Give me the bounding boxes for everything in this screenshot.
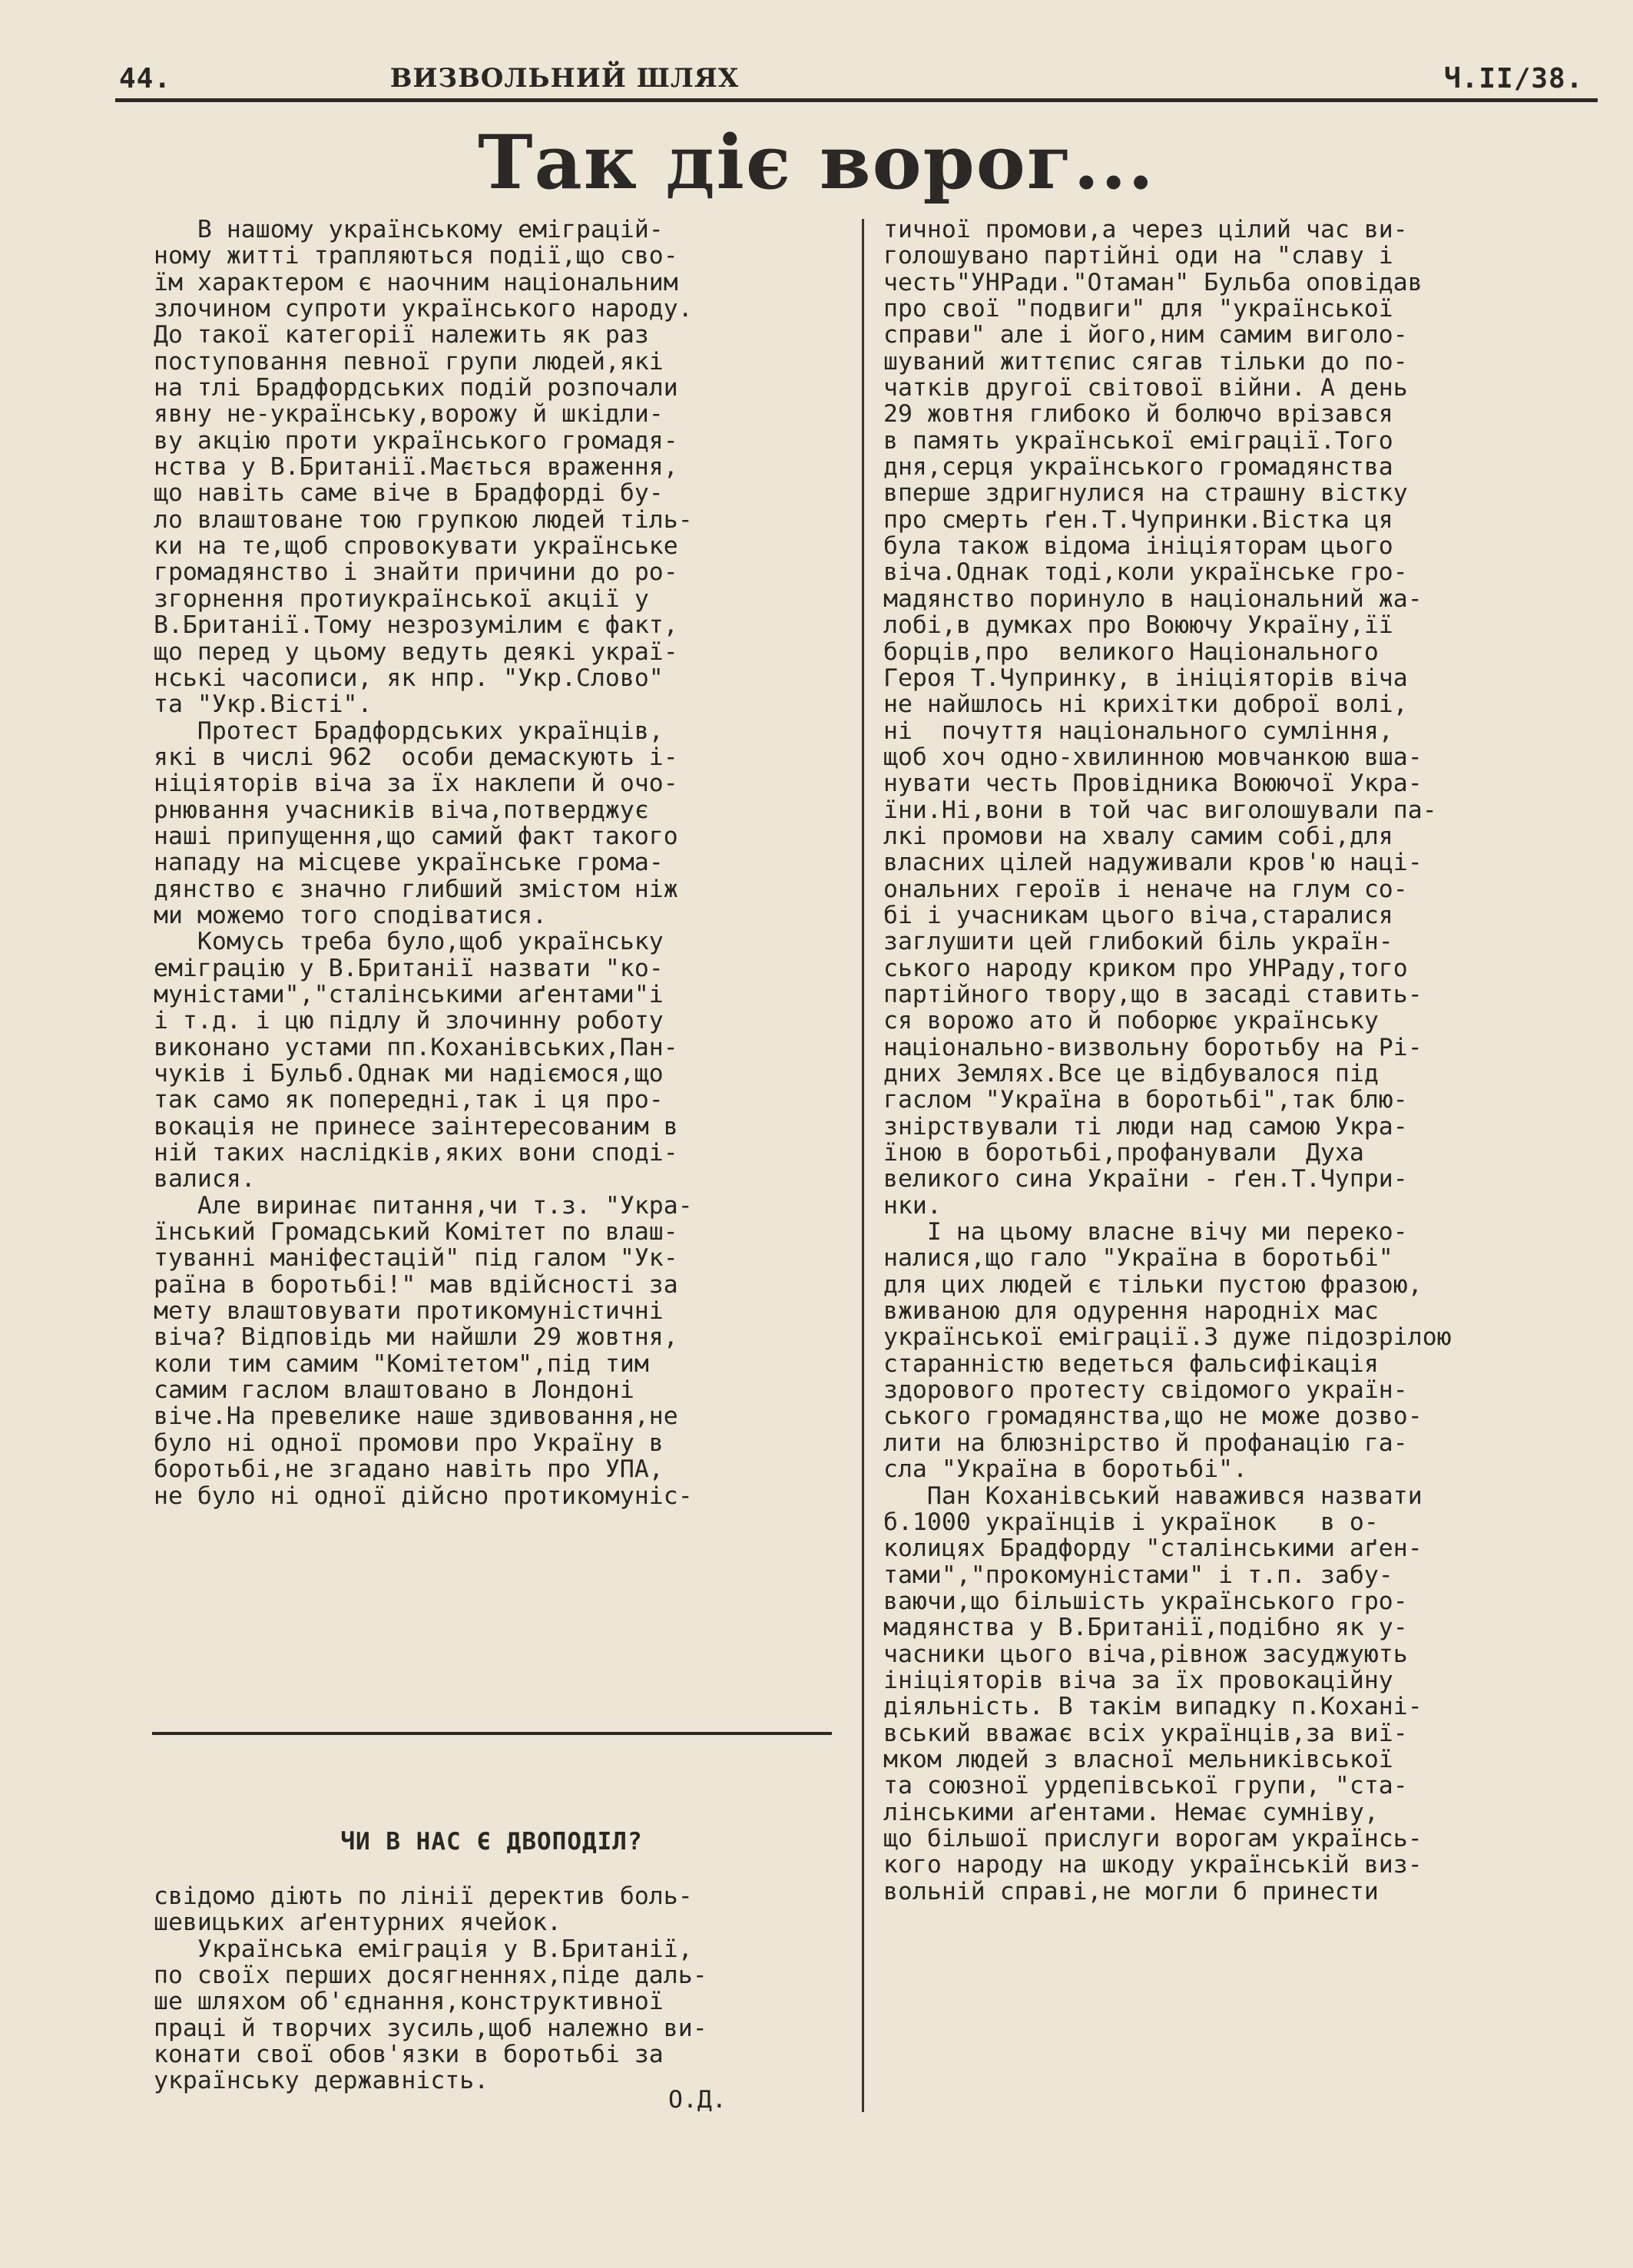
publication-title: ВИЗВОЛЬНИЙ ШЛЯХ bbox=[389, 63, 740, 94]
article-left-column: В нашому українському еміграцій- ному житті трапляються події,що сво- їм характером є наочним національним злочином супроти українського народу. До такої категорії належить як раз поступовання певної групи людей,які на тлі Брадфордських подій розпочали явну не-українську,ворожу й шкідли- ву акцію проти українського громадя- нства у В.Британії.Мається враження, що навіть саме віче в Брадфорді бу- ло влаштоване тою групкою людей тіль- ки на те,щоб спровокувати українське громадянство і знайти причини до ро- згорнення протиукраїнської акції у В.Британії.Тому незрозумілим є факт, що перед у цьому ведуть деякі украї- нські часописи, як нпр. "Укр.Слово" та "Укр.Вісті". Протест Брадфордських українців, які в числі 962 особи демаскують і- ніціяторів віча за їх наклепи й очо- рнювання учасників віча,потверджує наші припущення,що самий факт такого нападу на місцеве українське грома- дянство є значно глибший змістом ніж ми можемо того сподіватися. Комусь треба було,щоб українську еміграцію у В.Британії назвати "ко- муністами","сталінськими аґентами"і і т.д. і цю підлу й злочинну роботу виконано устами пп.Коханівських,Пан- чуків і Бульб.Однак ми надіємося,що так само як попередні,так і ця про- вокація не принесе заінтересованим в ній таких наслідків,яких вони споді- валися. Але виринає питання,чи т.з. "Укра- їнський Громадський Комітет по влаш- туванні маніфестацій" під галом "Ук- раїна в боротьбі!" мав вдійсності за мету влаштовувати протикомуністичні віча? Відповідь ми найшли 29 жовтня, коли тим самим "Комітетом",під тим самим гаслом влаштовано в Лондоні віче.На превелике наше здивовання,не було ні одної промови про Україну в боротьбі,не згадано навіть про УПА, не було ні одної дійсно протикомуніс- bbox=[154, 216, 693, 1510]
second-article-text: свідомо діють по лінії деректив боль- шевицьких аґентурних ячейок. Українська еміграція у В.Британії, по своїх перших досягненнях,піде даль- ше шляхом об'єднання,конструктивної праці й творчих зусиль,щоб належно ви- конати свої обов'язки в боротьбі за українську державність. bbox=[154, 1882, 707, 2095]
issue-number: Ч.ІІ/38. bbox=[1444, 63, 1584, 94]
header-rule bbox=[115, 98, 1598, 102]
section-rule bbox=[152, 1732, 832, 1735]
column-divider bbox=[862, 219, 864, 2112]
page-number: 44. bbox=[119, 63, 172, 94]
article-title: Так діє ворог... bbox=[478, 119, 1155, 206]
second-article-heading: ЧИ В НАС Є ДВОПОДІЛ? bbox=[340, 1828, 643, 1856]
article-signature: О.Д. bbox=[668, 2086, 727, 2114]
article-right-column: тичної промови,а через цілий час ви- голошувано партійні оди на "славу і честь"УНРади."Отаман" Бульба оповідав про свої "подвиги" для "української справи" але і його,ним самим виголо- шуваний життєпис сягав тільки до по- чатків другої світової війни. А день 29 жовтня глибоко й болючо врізався в память української еміграції.Того дня,серця українського громадянства вперше здригнулися на страшну вістку про смерть ґен.Т.Чупринки.Вістка ця була також відома ініціяторам цього віча.Однак тоді,коли українське гро- мадянство поринуло в національний жа- лобі,в думках про Воюючу Україну,її борців,про великого Національного Героя Т.Чупринку, в ініціяторів віча не найшлось ні крихітки доброї волі, ні почуття національного сумління, щоб хоч одно-хвилинною мовчанкою вша- нувати честь Провідника Воюючої Укра- їни.Ні,вони в той час виголошували па- лкі промови на хвалу самим собі,для власних цілей надуживали кров'ю наці- ональних героїв і неначе на глум со- бі і учасникам цього віча,старалися заглушити цей глибокий біль україн- ського народу криком про УНРаду,того партійного твору,що в засаді ставить- ся ворожо ато й поборює українську національно-визвольну боротьбу на Рі- дних Землях.Все це відбувалося під гаслом "Україна в боротьбі",так блю- знірствували ті люди над самою Укра- їною в боротьбі,профанували Духа великого сина України - ґен.Т.Чупри- нки. І на цьому власне вічу ми переко- налися,що гало "Україна в боротьбі" для цих людей є тільки пустою фразою, вживаною для одурення народніх мас української еміграції.З дуже підозрілою старанністю ведеться фальсифікація здорового протесту свідомого україн- ського громадянства,що не може дозво- лити на блюзнірство й профанацію га- сла "Україна в боротьбі". Пан Коханівський наважився назвати б.1000 українців і українок в о- колицях Брадфорду "сталінськими аґен- тами","прокомуністами" і т.п. забу- ваючи,що більшість українського гро- мадянства у В.Британії,подібно як у- часники цього віча,рівнож засуджують ініціяторів віча за їх провокаційну діяльність. В такім випадку п.Кохані- вський вважає всіх українців,за виї- мком людей з власної мельниківської та союзної урдепівської групи, "ста- лінськими аґентами. Немає сумніву, що більшої прислуги ворогам українсь- кого народу на шкоду українській виз- вольній справі,не могли б принести bbox=[883, 216, 1452, 1905]
